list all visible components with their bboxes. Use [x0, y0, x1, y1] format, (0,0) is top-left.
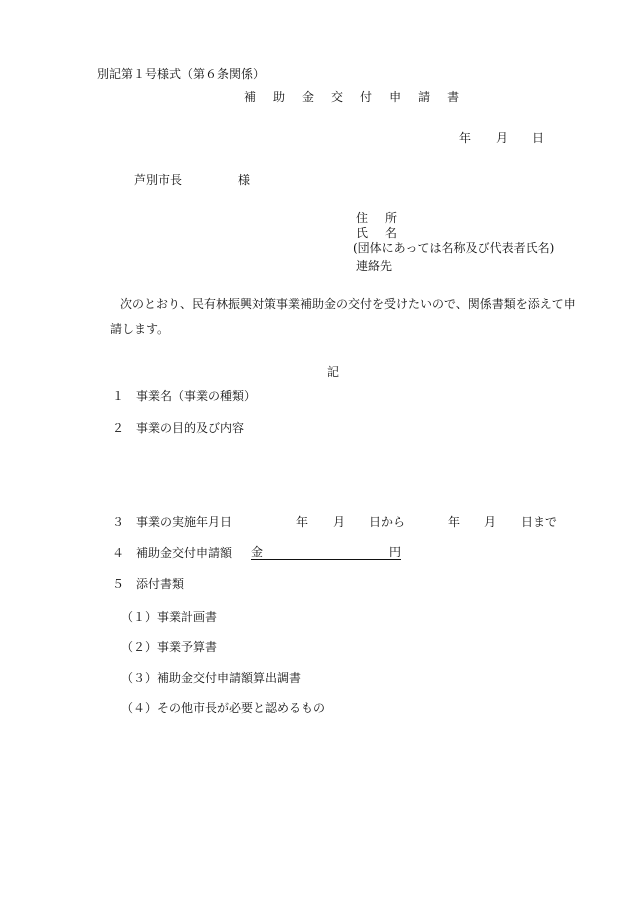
item2-label: 事業の目的及び内容	[136, 421, 245, 435]
item4-number: ４	[112, 546, 125, 560]
item5-number: ５	[112, 577, 125, 591]
attachment-3-label: 補助金交付申請額算出調書	[157, 671, 302, 685]
amount-prefix: 金	[251, 545, 264, 559]
date-month-label: 月	[496, 131, 509, 145]
attachment-1-number: （１）	[121, 610, 158, 624]
addressee-honorific: 様	[238, 173, 251, 187]
attachment-2-label: 事業予算書	[157, 640, 218, 654]
item4-label: 補助金交付申請額	[136, 546, 233, 560]
end-month-label: 月	[484, 515, 497, 529]
page-title: 補 助 金 交 付 申 請 書	[244, 90, 466, 104]
body-text-line2: 請します。	[110, 322, 170, 336]
amount-field	[251, 546, 401, 560]
end-year-label: 年	[448, 515, 461, 529]
attachment-2-number: （２）	[121, 640, 158, 654]
attachment-4-label: その他市長が必要と認めるもの	[157, 701, 326, 715]
group-note: (団体にあっては名称及び代表者氏名)	[353, 241, 555, 255]
body-text-line1: 次のとおり、民有林振興対策事業補助金の交付を受けたいので、関係書類を添えて申	[120, 297, 576, 311]
contact-label: 連絡先	[356, 259, 393, 273]
start-year-label: 年	[296, 515, 309, 529]
attachment-3-number: （３）	[121, 671, 158, 685]
item1-label: 事業名（事業の種類）	[136, 389, 257, 403]
amount-suffix: 円	[388, 545, 401, 559]
item1-number: １	[112, 389, 125, 403]
start-month-label: 月	[333, 515, 346, 529]
attachment-1-label: 事業計画書	[157, 610, 218, 624]
name-label: 氏 名	[356, 226, 404, 240]
form-number: 別記第１号様式（第６条関係）	[97, 67, 266, 81]
end-day-label: 日まで	[521, 515, 558, 529]
item5-label: 添付書類	[136, 577, 185, 591]
attachment-4-number: （４）	[121, 701, 158, 715]
item3-label: 事業の実施年月日	[136, 515, 233, 529]
date-year-label: 年	[459, 131, 472, 145]
addressee-name: 芦別市長	[134, 173, 183, 187]
item2-number: ２	[112, 421, 125, 435]
start-day-label: 日から	[369, 515, 406, 529]
address-label: 住 所	[356, 211, 404, 225]
ki-heading: 記	[327, 365, 340, 379]
date-day-label: 日	[532, 131, 545, 145]
item3-number: ３	[112, 515, 125, 529]
